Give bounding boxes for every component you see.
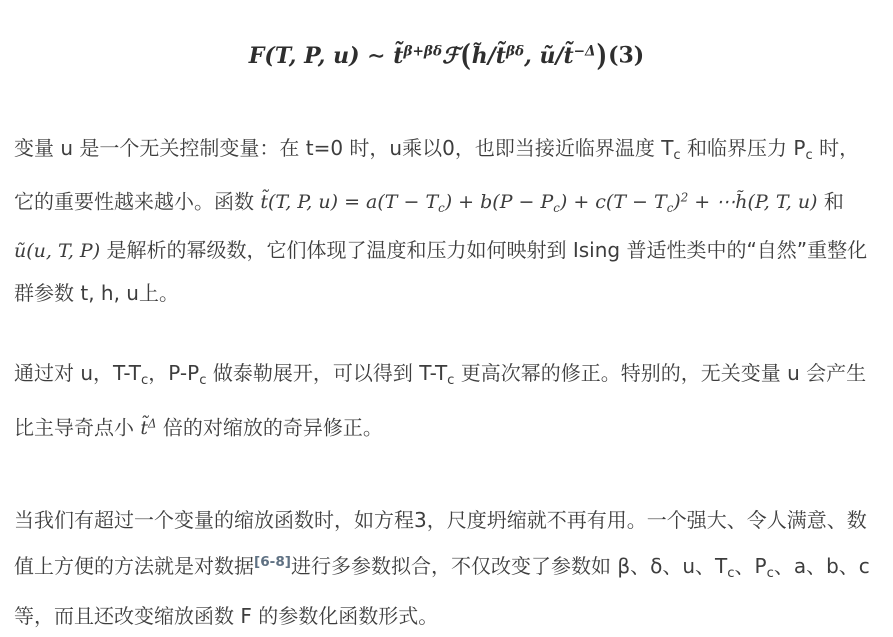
equation-number: (3): [608, 43, 644, 69]
text-run: 是解析的幂级数，它们体现了温度和压力如何映射到 Ising 普适性类中的“自然”重整化群参数 t, h, u上。: [14, 238, 867, 305]
citation-ref: [6-8]: [254, 554, 291, 570]
subscripted-term: $P_c$: [755, 554, 774, 578]
text-run: 通过对 u，: [14, 361, 113, 385]
inline-math: t̃$^\Delta$: [140, 417, 156, 439]
text-run: ，: [148, 361, 168, 385]
subscripted-term: $P-P_c$: [168, 361, 206, 385]
text-run: 进行多参数拟合，不仅改变了参数如 β、δ、u、: [291, 554, 715, 578]
paragraphs: [14, 127, 879, 637]
text-run: 当我们有超过一个变量的缩放函数时，如方程3，尺度坍缩就不再有用。一个强大、令人满意、数值上方便的方法就是对数据: [14, 508, 867, 578]
text-run: 时，它的重要性越来越小。函数: [14, 136, 859, 214]
paragraph: [14, 499, 879, 637]
equation-math: F(T, P, u) ∼ t̃$^{\beta+\beta\delta}$ℱ(h̃/t̃$^{\beta\delta}$, ũ/t̃$^{-\Delta}$): [249, 43, 608, 69]
paragraph: [14, 352, 879, 449]
document-page: [0, 26, 893, 637]
subscripted-term: $T-T_c$: [419, 361, 454, 385]
text-run: 做泰勒展开，可以得到: [206, 361, 419, 385]
subscripted-term: $P_c$: [793, 136, 812, 160]
text-run: 和临界压力: [681, 136, 794, 160]
big-right-paren: ): [596, 21, 608, 90]
subscripted-term: $T_c$: [715, 554, 734, 578]
text-run: 变量 u 是一个无关控制变量：在 t=0 时，u乘以0，也即当接近临界温度: [14, 136, 661, 160]
display-equation: [14, 26, 879, 83]
text-run: 更高次幂的修正。特别的，无关变量 u 会产生比主导奇点小: [14, 361, 866, 439]
text-run: 、a、b、c 等，而且还改变缩放函数 F 的参数化函数形式。: [14, 554, 870, 628]
text-run: 倍的对缩放的奇异修正。: [157, 415, 383, 439]
text-run: 和: [817, 189, 843, 213]
text-run: 、: [735, 554, 755, 578]
big-left-paren: (: [459, 21, 471, 90]
paragraph: [14, 127, 879, 315]
inline-math: ũ(u, T, P): [14, 240, 100, 262]
inline-math: t̃(T, P, $u) = a(T - T_c) + b(P - P_c) + c(T - T_c)^2$ + ⋯h̃(P, T, u): [260, 191, 817, 213]
subscripted-term: $T_c$: [661, 136, 680, 160]
subscripted-term: $T-T_c$: [113, 361, 148, 385]
